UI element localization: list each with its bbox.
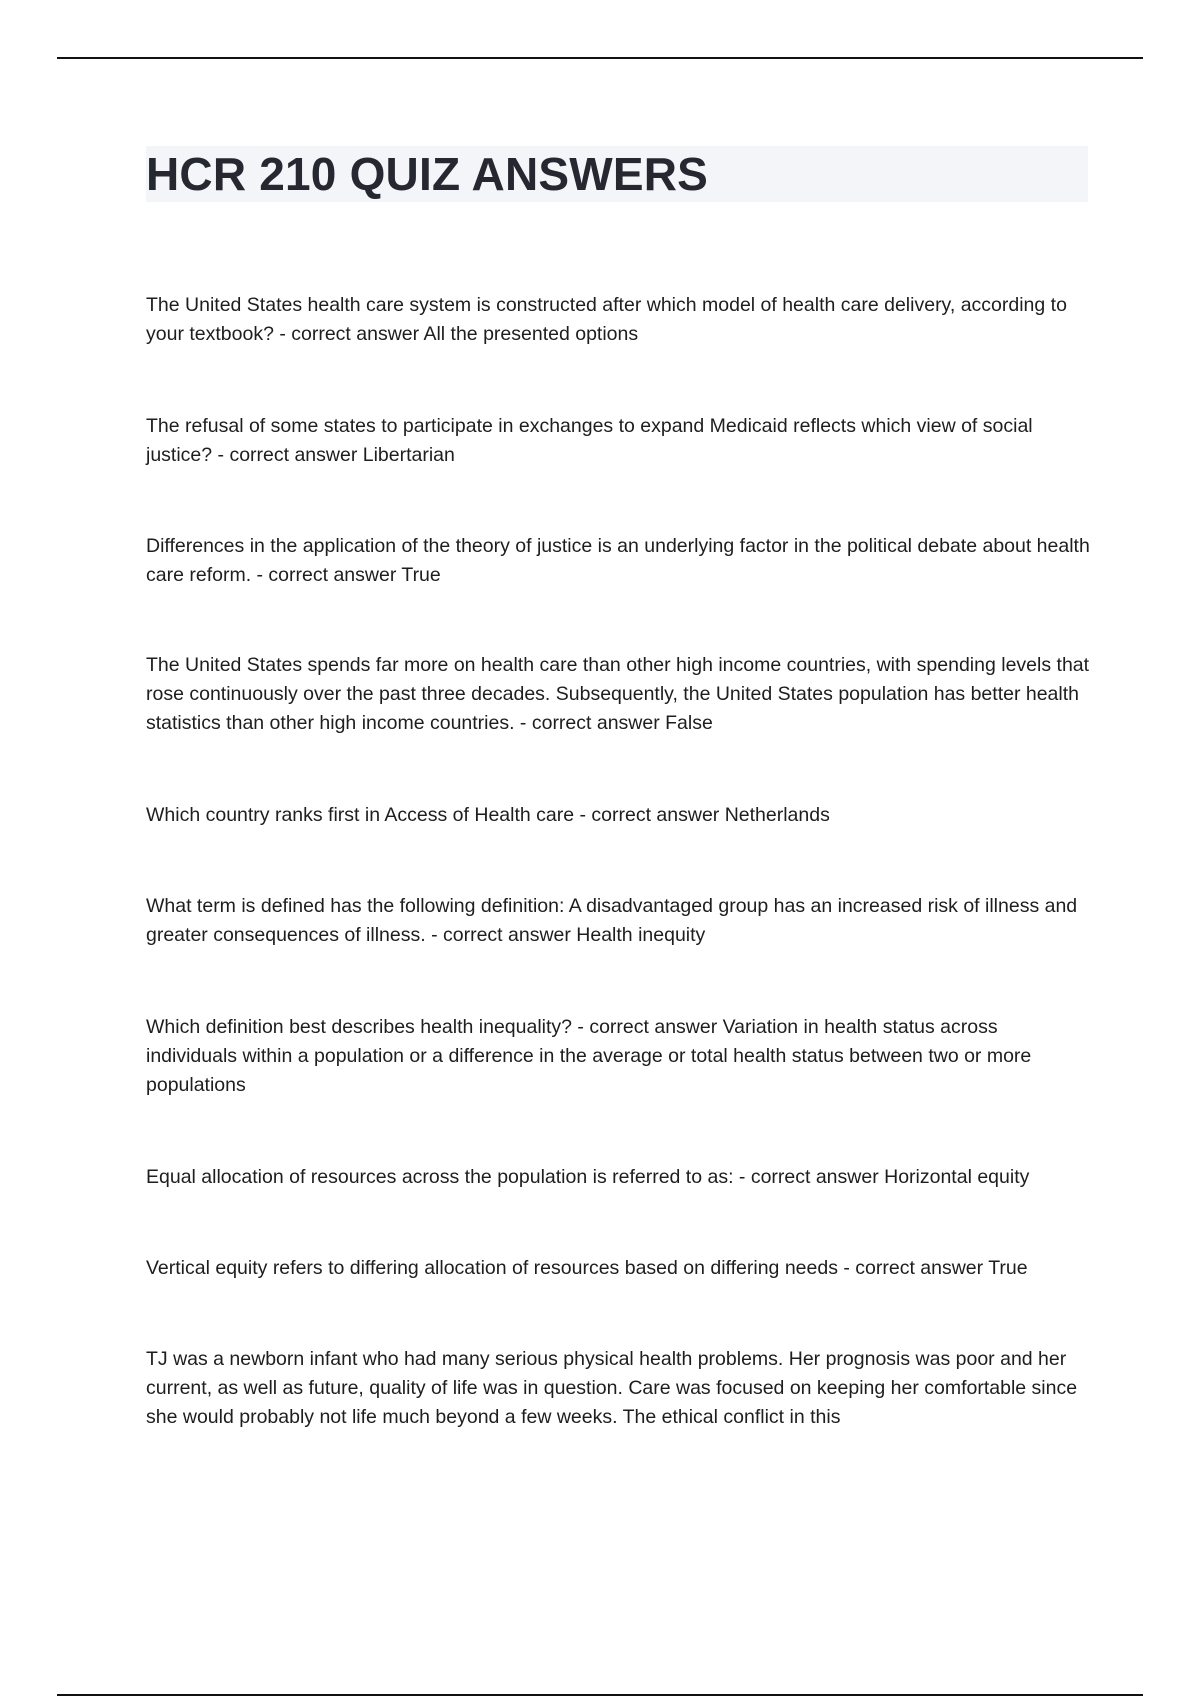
qa-item-7: Which definition best describes health inequality? - correct answer Variation in health status across individuals within a population or a difference in the average or total health status between two or more populations [146,1016,1032,1096]
qa-item-2: The refusal of some states to participate in exchanges to expand Medicaid reflects which view of social justice? - correct answer Libertarian [146,415,1033,466]
qa-item-9: Vertical equity refers to differing allocation of resources based on differing needs - correct answer True [146,1257,1028,1279]
qa-item-8: Equal allocation of resources across the population is referred to as: - correct answer Horizontal equity [146,1166,1030,1188]
qa-item-3: Differences in the application of the theory of justice is an underlying factor in the political debate about health care reform. - correct answer True [146,535,1090,586]
qa-item-5: Which country ranks first in Access of Health care - correct answer Netherlands [146,804,830,826]
qa-item-6: What term is defined has the following definition: A disadvantaged group has an increased risk of illness and greater consequences of illness. - correct answer Health inequity [146,895,1078,946]
qa-item-4: The United States spends far more on health care than other high income countries, with spending levels that rose continuously over the past three decades. Subsequently, the United States population has better health statistics than other high income countries. - correct answer False [146,654,1090,734]
qa-item-1: The United States health care system is constructed after which model of health care delivery, according to your textbook? - correct answer All the presented options [146,294,1067,345]
top-rule [57,57,1143,59]
bottom-rule [57,1694,1143,1696]
document-title: HCR 210 QUIZ ANSWERS [146,148,709,200]
qa-item-10: TJ was a newborn infant who had many serious physical health problems. Her prognosis was poor and her current, as well as future, quality of life was in question. Care was focused on keeping her comfortable since she would probably not life much beyond a few weeks. The ethical conflict in this [146,1348,1078,1428]
